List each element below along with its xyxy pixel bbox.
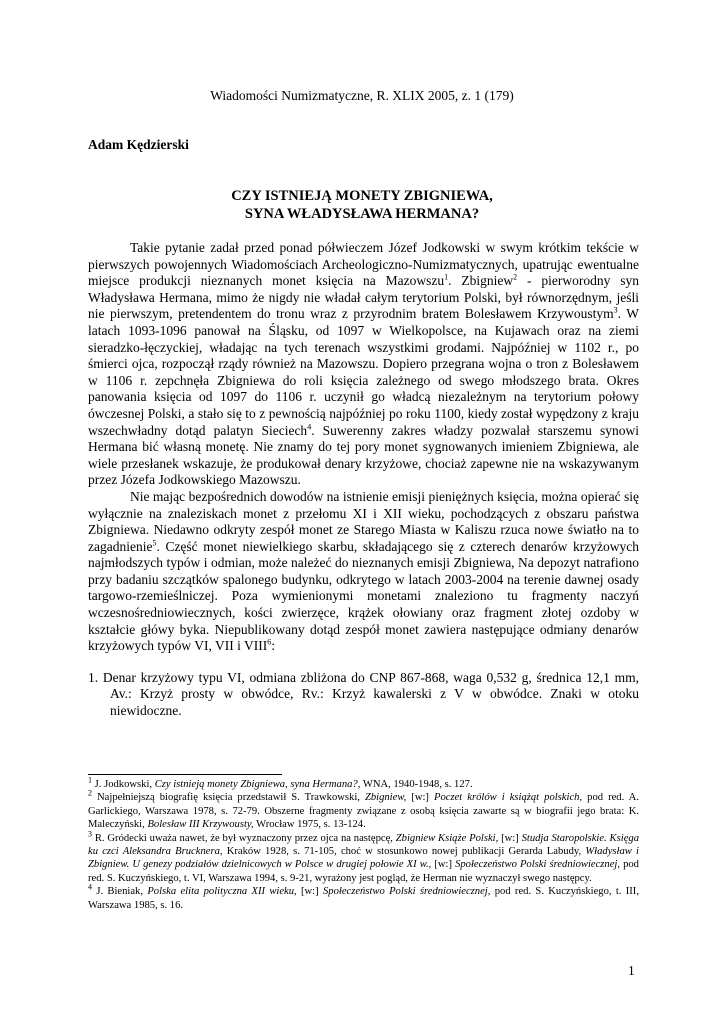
paragraph-text: - pierworodny syn Władysława Hermana, mimo że nigdy nie władał całym terytorium Polski, był równorzędnym, jeśli nie pierwszym, pretendentem do tronu wraz z przyrodnim bratem Bolesławem Krzywoustym — [88, 273, 639, 322]
footnote-ref-1: 1 — [444, 272, 449, 282]
paragraph-text: . Suwerenny zakres władzy pozwalał starszemu synowi Hermana bić własną monetę. Nie znamy do tej pory monet sygnowanych imieniem Zbigniewa, ale wiele przesłanek wskazuje, że produkował denary krzyżowe, chociaż zapewne nie na wskazywanym przez Józefa Jodkowskiego Mazowszu. — [88, 422, 639, 488]
author-name: Adam Kędzierski — [88, 137, 189, 152]
footnote-number: 2 — [88, 788, 92, 798]
footnote-1 — [88, 775, 639, 791]
footnote-text: [w:] — [498, 832, 522, 844]
journal-header: Wiadomości Numizmatyczne, R. XLIX 2005, z. 1 (179) — [210, 88, 514, 103]
footnote-text: [w:] — [431, 859, 456, 871]
footnote-divider — [88, 774, 282, 775]
footnote-italic: Bolesław III Krzywousty, — [147, 819, 254, 831]
footnote-4 — [88, 882, 639, 912]
footnote-italic: Społeczeństwo Polski średniowiecznej, — [455, 859, 621, 871]
footnote-number: 4 — [88, 882, 92, 892]
page-number: 1 — [628, 963, 635, 978]
footnote-ref-4: 4 — [307, 422, 312, 432]
footnotes — [88, 775, 639, 912]
footnote-text: pod red. S. Kuczyńskiego, t. III, Warszawa 1985, s. 16. — [88, 886, 639, 911]
footnote-text: J. Bieniak, — [92, 886, 148, 898]
footnote-ref-2: 2 — [513, 272, 518, 282]
article-title — [88, 187, 636, 223]
paragraph-1 — [88, 240, 639, 489]
footnote-italic: Zbigniew Książe Polski, — [395, 832, 499, 844]
footnote-text: [w:] — [406, 792, 434, 804]
footnote-ref-6: 6 — [267, 637, 272, 647]
footnote-italic: Społeczeństwo Polski średniowiecznej, — [322, 886, 491, 898]
footnote-text: Kraków 1928, s. 71-105, choć w stosunkowo nowej publikacji Gerarda Labudy, — [222, 846, 586, 858]
footnote-3 — [88, 829, 639, 886]
title-line-2: SYNA WŁADYSŁAWA HERMANA? — [244, 206, 480, 222]
footnote-2 — [88, 788, 639, 831]
footnote-text: Najpełniejszą biografię księcia przedstawił S. Trawkowski, — [92, 792, 365, 804]
footnote-text: Wrocław 1975, s. 13-124. — [253, 819, 366, 831]
article-body — [88, 240, 639, 720]
footnote-number: 3 — [88, 829, 92, 839]
paragraph-text: . W latach 1093-1096 panował na Śląsku, od 1097 w Wielkopolsce, na Kujawach oraz na ziemi sieradzko-łęczyckiej, władając na tych terenach wszystkimi grodami. Najpóźniej w 1102 r., po śmierci ojca, rozpoczął rządy również na Mazowszu. Dopiero przegrana wojna o tron z Bolesławem w 1106 r. zepchnęła Zbigniewa do roli księcia zależnego od swego młodszego brata. Okres panowania księcia od 1097 do 1106 r. uczynił go władcą niezależnym na terytorium połowy ówczesnej Polski, a stało się to z pewnością najpóźniej po roku 1100, kiedy został wypędzony z kraju wszechwładny dotąd palatyn Sieciech — [88, 306, 639, 438]
paragraph-text: : — [271, 638, 275, 654]
paragraph-2 — [88, 489, 639, 655]
footnote-ref-5: 5 — [152, 538, 157, 548]
footnote-italic: Czy istnieją monety Zbigniewa, syna Hermana? — [154, 779, 358, 790]
footnote-text: J. Jodkowski, — [92, 779, 155, 790]
title-line-1: CZY ISTNIEJĄ MONETY ZBIGNIEWA, — [231, 188, 493, 204]
footnote-text: , WNA, 1940-1948, s. 127. — [357, 779, 473, 790]
paragraph-text: Takie pytanie zadał przed ponad półwieczem Józef Jodkowski w swym krótkim tekście w pierwszych powojennych Wiadomościach Archeologiczno-Numizmatycznych, upatrując ewentualne miejsce produkcji nieznanych monet księcia na Mazowszu — [88, 240, 639, 289]
footnote-number: 1 — [88, 775, 92, 785]
paragraph-text: . Część monet niewielkiego skarbu, składającego się z czterech denarów krzyżowych najmłodszych typów i odmian, może należeć do nieznanych emisji Zbigniewa, Na depozyt natrafiono przy badaniu szczątków spalonego budynku, odkrytego w latach 2003-2004 na terenie dawnej osady targowo-rzemieślniczej. Poza wymienionymi monetami znaleziono tu fragmenty naczyń wczesnośredniowiecznych, kości zwierzęce, krążek ołowiany oraz fragment złotej ozdoby w kształcie główy byka. Niepublikowany dotąd zespół monet zawiera następujące odmiany denarów krzyżowych typów VI, VII i VIII — [88, 538, 639, 654]
footnote-ref-3: 3 — [613, 305, 618, 315]
list-item: 1. Denar krzyżowy typu VI, odmiana zbliżona do CNP 867-868, waga 0,532 g, średnica 12,1 mm, Av.: Krzyż prosty w obwódce, Rv.: Krzyż kawalerski z V w obwódce. Znaki w otoku niewidoczne. — [88, 669, 639, 719]
footnote-text: R. Gródecki uważa nawet, że był wyznaczony przez ojca na następcę, — [92, 832, 396, 844]
coin-list — [88, 670, 639, 720]
footnote-italic: Studja Staropolskie. Księga ku czci Aleksandra Brucknera, — [88, 832, 639, 858]
paragraph-text: Nie mając bezpośrednich dowodów na istnienie emisji pieniężnych księcia, można opierać się wyłącznie na znaleziskach monet z przełomu XI i XII wieku, pochodzących z obszaru państwa Zbigniewa. Niedawno odkryty zespół monet ze Starego Miasta w Kaliszu rzuca nowe światło na to zagadnienie — [88, 488, 639, 554]
footnote-text: pod red. S. Kuczyńskiego, t. VI, Warszawa 1994, s. 9-21, wyrażony jest pogląd, że Herman nie wyznaczył swego następcy. — [88, 859, 639, 884]
footnote-text: [w:] — [296, 886, 323, 898]
paragraph-text: . Zbigniew — [448, 273, 514, 289]
footnote-italic: Poczet królów i książąt polskich, — [433, 792, 583, 804]
footnote-italic: Zbigniew, — [364, 792, 407, 804]
footnote-italic: Polska elita polityczna XII wieku, — [147, 886, 297, 898]
footnote-text: pod red. A. Garlickiego, Warszawa 1978, s. 72-79. Obszerne fragmenty związane z osobą księcia zawarte są w biografii jego brata: K. Maleczyński, — [88, 792, 639, 831]
footnote-italic: Władysław i Zbigniew. U genezy podziałów dzielnicowych w Polsce w drugiej połowie XI w., — [88, 846, 639, 871]
